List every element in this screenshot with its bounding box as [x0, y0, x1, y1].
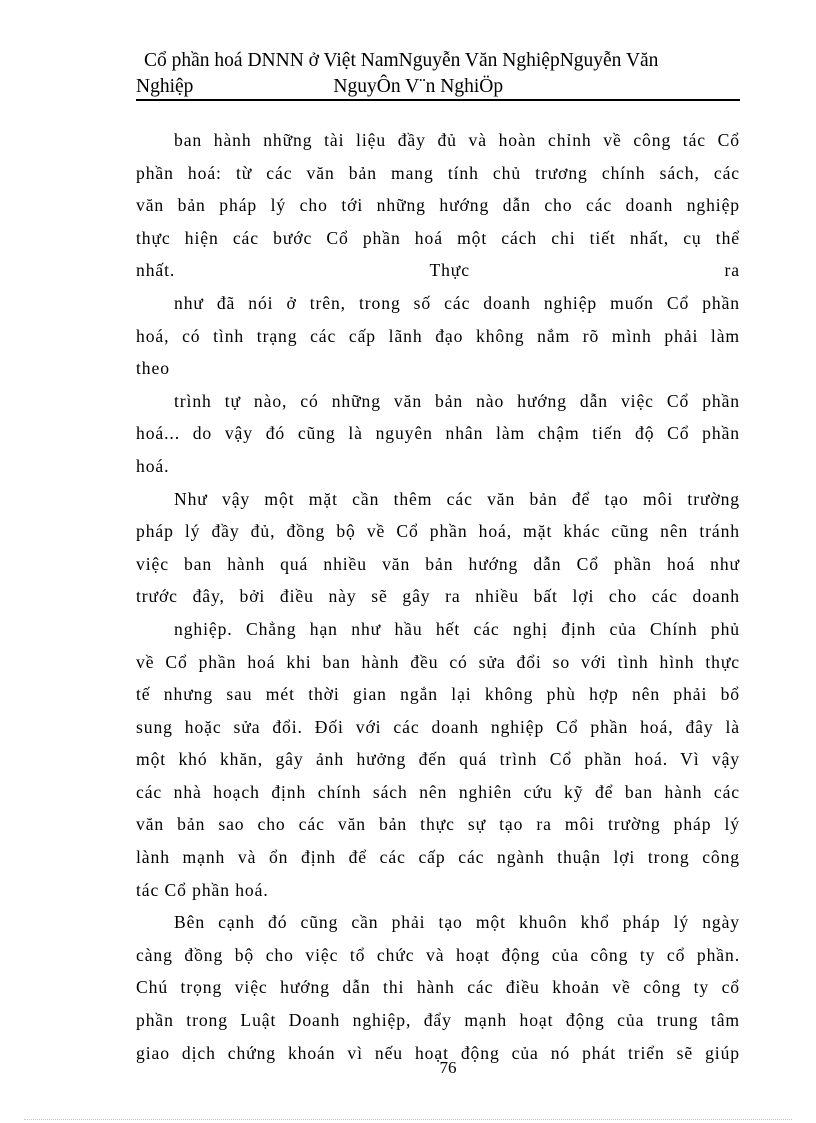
body-line: văn bản sao cho các văn bản thực sự tạo ra môi trường pháp lý	[136, 814, 740, 835]
body-line: càng đồng bộ cho việc tổ chức và hoạt động của công ty cổ phần.	[136, 944, 740, 965]
header-line-2-left: Nghiệp	[136, 76, 194, 97]
body-line: hoá, có tình trạng các cấp lãnh đạo không nắm rõ mình phải làm	[136, 325, 740, 346]
body-line: giao dịch chứng khoán vì nếu hoạt động của nó phát triển sẽ giúp	[136, 1042, 740, 1063]
body-line: nhất. Thực ra	[136, 260, 740, 281]
header-line-2	[136, 74, 740, 100]
body-line: ban hành những tài liệu đầy đủ và hoàn chỉnh về công tác Cổ	[174, 130, 740, 150]
body-line: tác Cổ phần hoá.	[136, 879, 269, 900]
body-line: như đã nói ở trên, trong số các doanh nghiệp muốn Cổ phần	[174, 292, 740, 313]
body-line: Như vậy một mặt cần thêm các văn bản để tạo môi trường	[174, 488, 740, 509]
body-line: hoá.	[136, 455, 170, 476]
body-line: theo	[136, 358, 170, 379]
body-line: tế nhưng sau mét thời gian ngắn lại không phù hợp nên phải bổ	[136, 684, 740, 705]
body-text	[136, 124, 740, 1069]
body-line: trước đây, bởi điều này sẽ gây ra nhiều bất lợi cho các doanh	[136, 586, 740, 607]
body-line: thực hiện các bước Cổ phần hoá một cách chi tiết nhất, cụ thể	[136, 227, 740, 248]
body-line: phần trong Luật Doanh nghiệp, đẩy mạnh hoạt động của trung tâm	[136, 1010, 740, 1031]
body-line: lành mạnh và ổn định để các cấp các ngành thuận lợi trong công	[136, 847, 740, 868]
page-header	[136, 48, 740, 100]
page-number: 76	[439, 1058, 457, 1077]
body-line: phần hoá: từ các văn bản mang tính chủ trương chính sách, các	[136, 162, 740, 183]
body-line: Bên cạnh đó cũng cần phải tạo một khuôn khổ pháp lý ngày	[174, 912, 740, 933]
body-line: các nhà hoạch định chính sách nên nghiên cứu kỹ để ban hành các	[136, 781, 740, 802]
body-line: Chú trọng việc hướng dẫn thi hành các điều khoản về công ty cổ	[136, 977, 740, 998]
body-line: trình tự nào, có những văn bản nào hướng dẫn việc Cổ phần	[174, 390, 740, 411]
body-line: việc ban hành quá nhiều văn bản hướng dẫn Cổ phần hoá như	[136, 553, 740, 574]
header-line-1: Cổ phần hoá DNNN ở Việt NamNguyễn Văn NghiệpNguyễn Văn	[144, 50, 659, 71]
header-rule	[136, 99, 740, 101]
body-line: văn bản pháp lý cho tới những hướng dẫn cho các doanh nghiệp	[136, 195, 740, 216]
body-line: sung hoặc sửa đổi. Đối với các doanh nghiệp Cổ phần hoá, đây là	[136, 716, 740, 737]
header-line-2-right: NguyÔn V¨n NghiÖp	[333, 76, 504, 97]
page-bottom-divider	[24, 1119, 792, 1120]
body-line: pháp lý đầy đủ, đồng bộ về Cổ phần hoá, mặt khác cũng nên tránh	[136, 521, 740, 542]
body-line: một khó khăn, gây ảnh hưởng đến quá trình Cổ phần hoá. Vì vậy	[136, 749, 740, 770]
body-line: về Cổ phần hoá khi ban hành đều có sửa đổi so với tình hình thực	[136, 651, 740, 672]
body-line: nghiệp. Chẳng hạn như hầu hết các nghị định của Chính phủ	[174, 618, 740, 639]
body-line: hoá... do vậy đó cũng là nguyên nhân làm chậm tiến độ Cổ phần	[136, 423, 740, 444]
